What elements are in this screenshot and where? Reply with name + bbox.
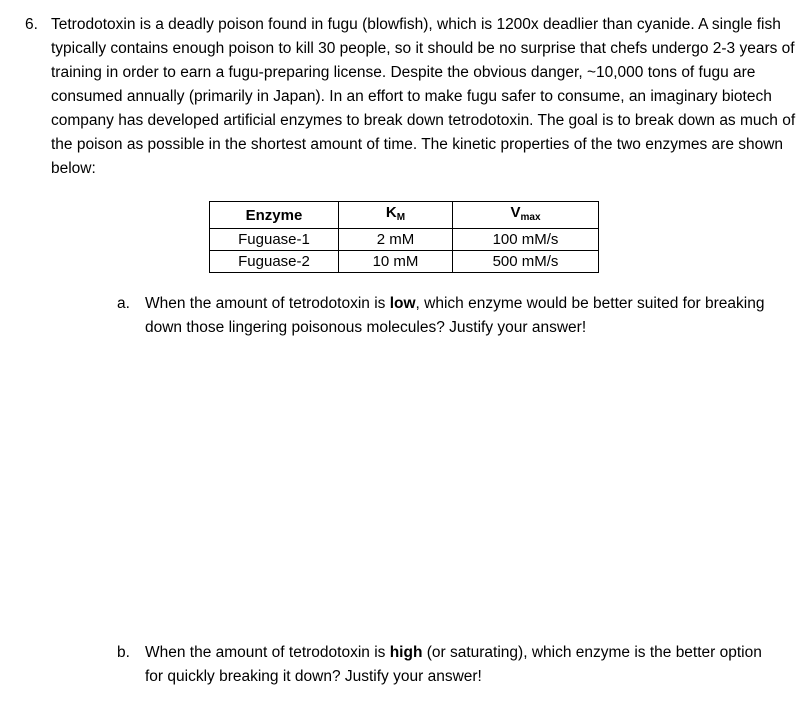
header-vmax-main: V (510, 204, 521, 221)
part-b-bold: high (389, 644, 423, 661)
cell-enzyme: Fuguase-2 (210, 251, 339, 273)
question-number: 6. (25, 16, 38, 33)
part-a-text (145, 292, 775, 340)
part-b-letter: b. (117, 644, 130, 661)
cell-km: 10 mM (339, 251, 453, 273)
part-b-text-before: When the amount of tetrodotoxin is (145, 644, 390, 661)
header-vmax (453, 202, 599, 229)
cell-vmax: 500 mM/s (453, 251, 599, 273)
header-vmax-sub: max (520, 212, 541, 223)
part-a-bold: low (389, 295, 416, 312)
cell-km: 2 mM (339, 229, 453, 251)
header-km-main: K (385, 204, 397, 221)
part-a-text-before: When the amount of tetrodotoxin is (145, 295, 390, 312)
header-km (339, 202, 453, 229)
cell-enzyme: Fuguase-1 (210, 229, 339, 251)
part-a-letter: a. (117, 295, 130, 312)
question-intro: Tetrodotoxin is a deadly poison found in fugu (blowfish), which is 1200x deadlier than cyanide. A single fish typically contains enough poison to kill 30 people, so it should be no surprise that chefs undergo 2-3 years of training in order to earn a fugu-preparing license. Despite the obvious danger, ~10,000 tons of fugu are consumed annually (primarily in Japan). In an effort to make fugu safer to consume, an imaginary biotech company has developed artificial enzymes to break down tetrodotoxin. The goal is to break down as much of the poison as possible in the shortest amount of time. The kinetic properties of the two enzymes are shown below: (51, 16, 796, 177)
table-row (210, 229, 599, 251)
kinetics-table (209, 201, 599, 273)
table-row (210, 251, 599, 273)
table-header-row (210, 202, 599, 229)
part-a-text-after: , which enzyme would be better suited for breaking down those lingering poisonous molecules? Justify your answer! (145, 295, 765, 336)
header-enzyme: Enzyme (210, 202, 339, 229)
header-km-sub: M (396, 212, 406, 223)
cell-vmax: 100 mM/s (453, 229, 599, 251)
part-b-text-after: (or saturating), which enzyme is the better option for quickly breaking it down? Justify your answer! (145, 644, 762, 685)
part-b-text (145, 641, 775, 689)
